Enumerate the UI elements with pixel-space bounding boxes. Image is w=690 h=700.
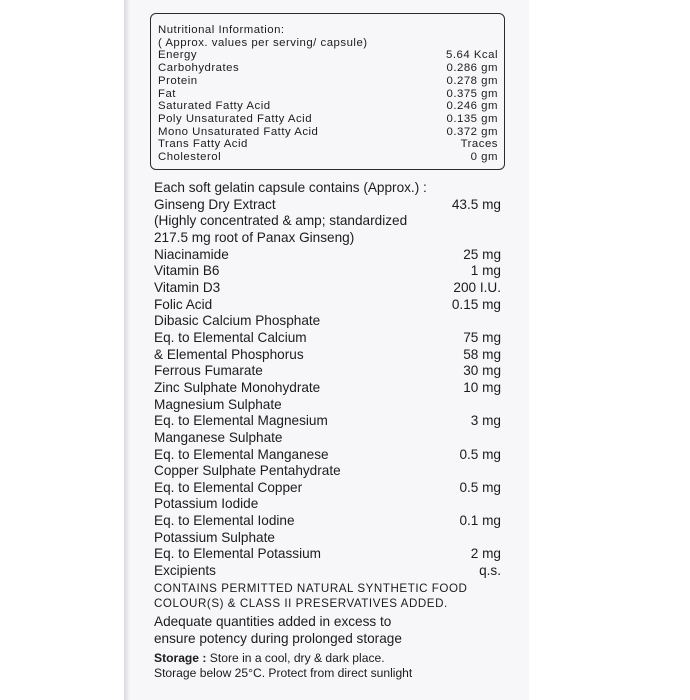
row-value: [441, 530, 501, 547]
row-value: 0.5 mg: [459, 446, 501, 462]
table-row: [154, 496, 501, 513]
table-row: [154, 330, 501, 347]
row-value: 0.278 gm: [446, 74, 498, 87]
table-row: [158, 88, 498, 101]
table-row: [158, 100, 498, 113]
panel-edge-shadow: [124, 0, 130, 700]
table-row: [154, 280, 501, 297]
row-label: Protein: [158, 74, 198, 87]
composition-rows: [154, 197, 501, 580]
row-label: Folic Acid: [154, 296, 213, 312]
row-label: Niacinamide: [154, 246, 229, 262]
storage-line-2: Storage below 25°C. Protect from direct sunlight: [154, 665, 413, 680]
row-label: Cholesterol: [158, 151, 222, 164]
table-row: [154, 380, 501, 397]
row-label: Ginseng Dry Extract: [154, 196, 276, 212]
row-label: Saturated Fatty Acid: [158, 100, 271, 113]
table-row: [154, 430, 501, 447]
row-value: 58 mg: [463, 346, 501, 362]
row-label: Poly Unsaturated Fatty Acid: [158, 112, 313, 125]
row-label: Carbohydrates: [158, 62, 240, 75]
table-row: [154, 530, 501, 547]
row-value: [441, 430, 501, 447]
row-label: Vitamin D3: [154, 279, 221, 295]
table-row: [154, 197, 501, 214]
row-label: Eq. to Elemental Potassium: [154, 546, 321, 562]
row-label: Manganese Sulphate: [154, 429, 283, 445]
nutrition-rows: [158, 49, 498, 163]
row-value: 0.1 mg: [459, 513, 501, 529]
table-row: [154, 480, 501, 497]
row-value: 5.64 Kcal: [446, 49, 498, 62]
row-value: 1 mg: [470, 263, 501, 279]
table-row: [154, 397, 501, 414]
row-label: (Highly concentrated & amp; standardized: [154, 213, 408, 229]
row-label: Fat: [158, 87, 176, 100]
row-value: [441, 496, 501, 513]
nutritional-information-box: [150, 13, 505, 170]
row-label: Magnesium Sulphate: [154, 396, 282, 412]
row-value: [441, 313, 501, 330]
composition-section: [154, 180, 501, 580]
table-row: [158, 49, 498, 62]
row-value: [441, 463, 501, 480]
row-label: Energy: [158, 49, 198, 62]
row-value: 0.375 gm: [446, 87, 498, 100]
row-label: Vitamin B6: [154, 263, 220, 279]
row-value: 0.246 gm: [446, 100, 498, 113]
nutrition-subtitle: ( Approx. values per serving/ capsule): [158, 36, 368, 49]
storage-line-1: [154, 651, 504, 666]
composition-heading: Each soft gelatin capsule contains (Approx.) :: [154, 180, 427, 195]
row-label: Eq. to Elemental Manganese: [154, 446, 329, 462]
row-value: 3 mg: [470, 413, 501, 429]
nutrition-title: Nutritional Information:: [158, 24, 285, 36]
overage-line-2: ensure potency during prolonged storage: [154, 631, 402, 646]
row-label: Trans Fatty Acid: [158, 138, 248, 151]
table-row: [154, 513, 501, 530]
row-value: 25 mg: [463, 246, 501, 262]
row-value: 0.372 gm: [446, 125, 498, 138]
row-value: 43.5 mg: [451, 196, 501, 212]
row-label: Excipients: [154, 563, 216, 579]
row-value: 0.15 mg: [451, 296, 501, 312]
row-value: [441, 230, 501, 247]
table-row: [154, 313, 501, 330]
row-label: & Elemental Phosphorus: [154, 346, 304, 362]
table-row: [154, 413, 501, 430]
row-label: Potassium Iodide: [154, 496, 259, 512]
table-row: [154, 247, 501, 264]
colour-preservative-notice: [154, 582, 504, 611]
row-value: 2 mg: [470, 546, 501, 562]
table-row: [154, 230, 501, 247]
row-label: Potassium Sulphate: [154, 529, 275, 545]
table-row: [154, 563, 501, 580]
table-row: [158, 75, 498, 88]
table-row: [154, 213, 501, 230]
row-label: Eq. to Elemental Calcium: [154, 329, 307, 345]
row-value: 0.135 gm: [446, 112, 498, 125]
row-value: 30 mg: [463, 363, 501, 379]
row-value: 75 mg: [463, 329, 501, 345]
row-label: Ferrous Fumarate: [154, 363, 263, 379]
row-value: 10 mg: [463, 379, 501, 395]
row-label: 217.5 mg root of Panax Ginseng): [154, 229, 355, 245]
storage-label: Storage :: [154, 651, 207, 665]
row-label: Mono Unsaturated Fatty Acid: [158, 125, 319, 138]
row-value: Traces: [460, 138, 498, 151]
table-row: [158, 126, 498, 139]
table-row: [158, 62, 498, 75]
table-row: [154, 463, 501, 480]
table-row: [154, 546, 501, 563]
row-value: 0.286 gm: [446, 62, 498, 75]
row-value: 200 I.U.: [453, 279, 501, 295]
row-value: [441, 213, 501, 230]
row-label: Eq. to Elemental Iodine: [154, 513, 295, 529]
overage-line-1: Adequate quantities added in excess to: [154, 614, 392, 629]
row-value: q.s.: [479, 563, 501, 579]
row-label: Dibasic Calcium Phosphate: [154, 313, 321, 329]
notice-line-2: COLOUR(S) & CLASS II PRESERVATIVES ADDED.: [154, 596, 448, 610]
table-row: [154, 297, 501, 314]
row-value: [441, 397, 501, 414]
row-label: Eq. to Elemental Magnesium: [154, 413, 328, 429]
table-row: [154, 447, 501, 464]
notice-line-1: CONTAINS PERMITTED NATURAL SYNTHETIC FOOD: [154, 582, 468, 595]
row-value: 0 gm: [470, 151, 498, 164]
overage-statement: [154, 613, 504, 647]
table-row: [154, 347, 501, 364]
table-row: [158, 151, 498, 164]
row-label: Copper Sulphate Pentahydrate: [154, 463, 341, 479]
table-row: [154, 263, 501, 280]
storage-text-1: Store in a cool, dry & dark place.: [209, 651, 385, 665]
table-row: [154, 363, 501, 380]
table-row: [158, 138, 498, 151]
table-row: [158, 113, 498, 126]
row-value: 0.5 mg: [459, 479, 501, 495]
storage-instructions: [154, 651, 504, 680]
row-label: Zinc Sulphate Monohydrate: [154, 379, 321, 395]
row-label: Eq. to Elemental Copper: [154, 479, 303, 495]
